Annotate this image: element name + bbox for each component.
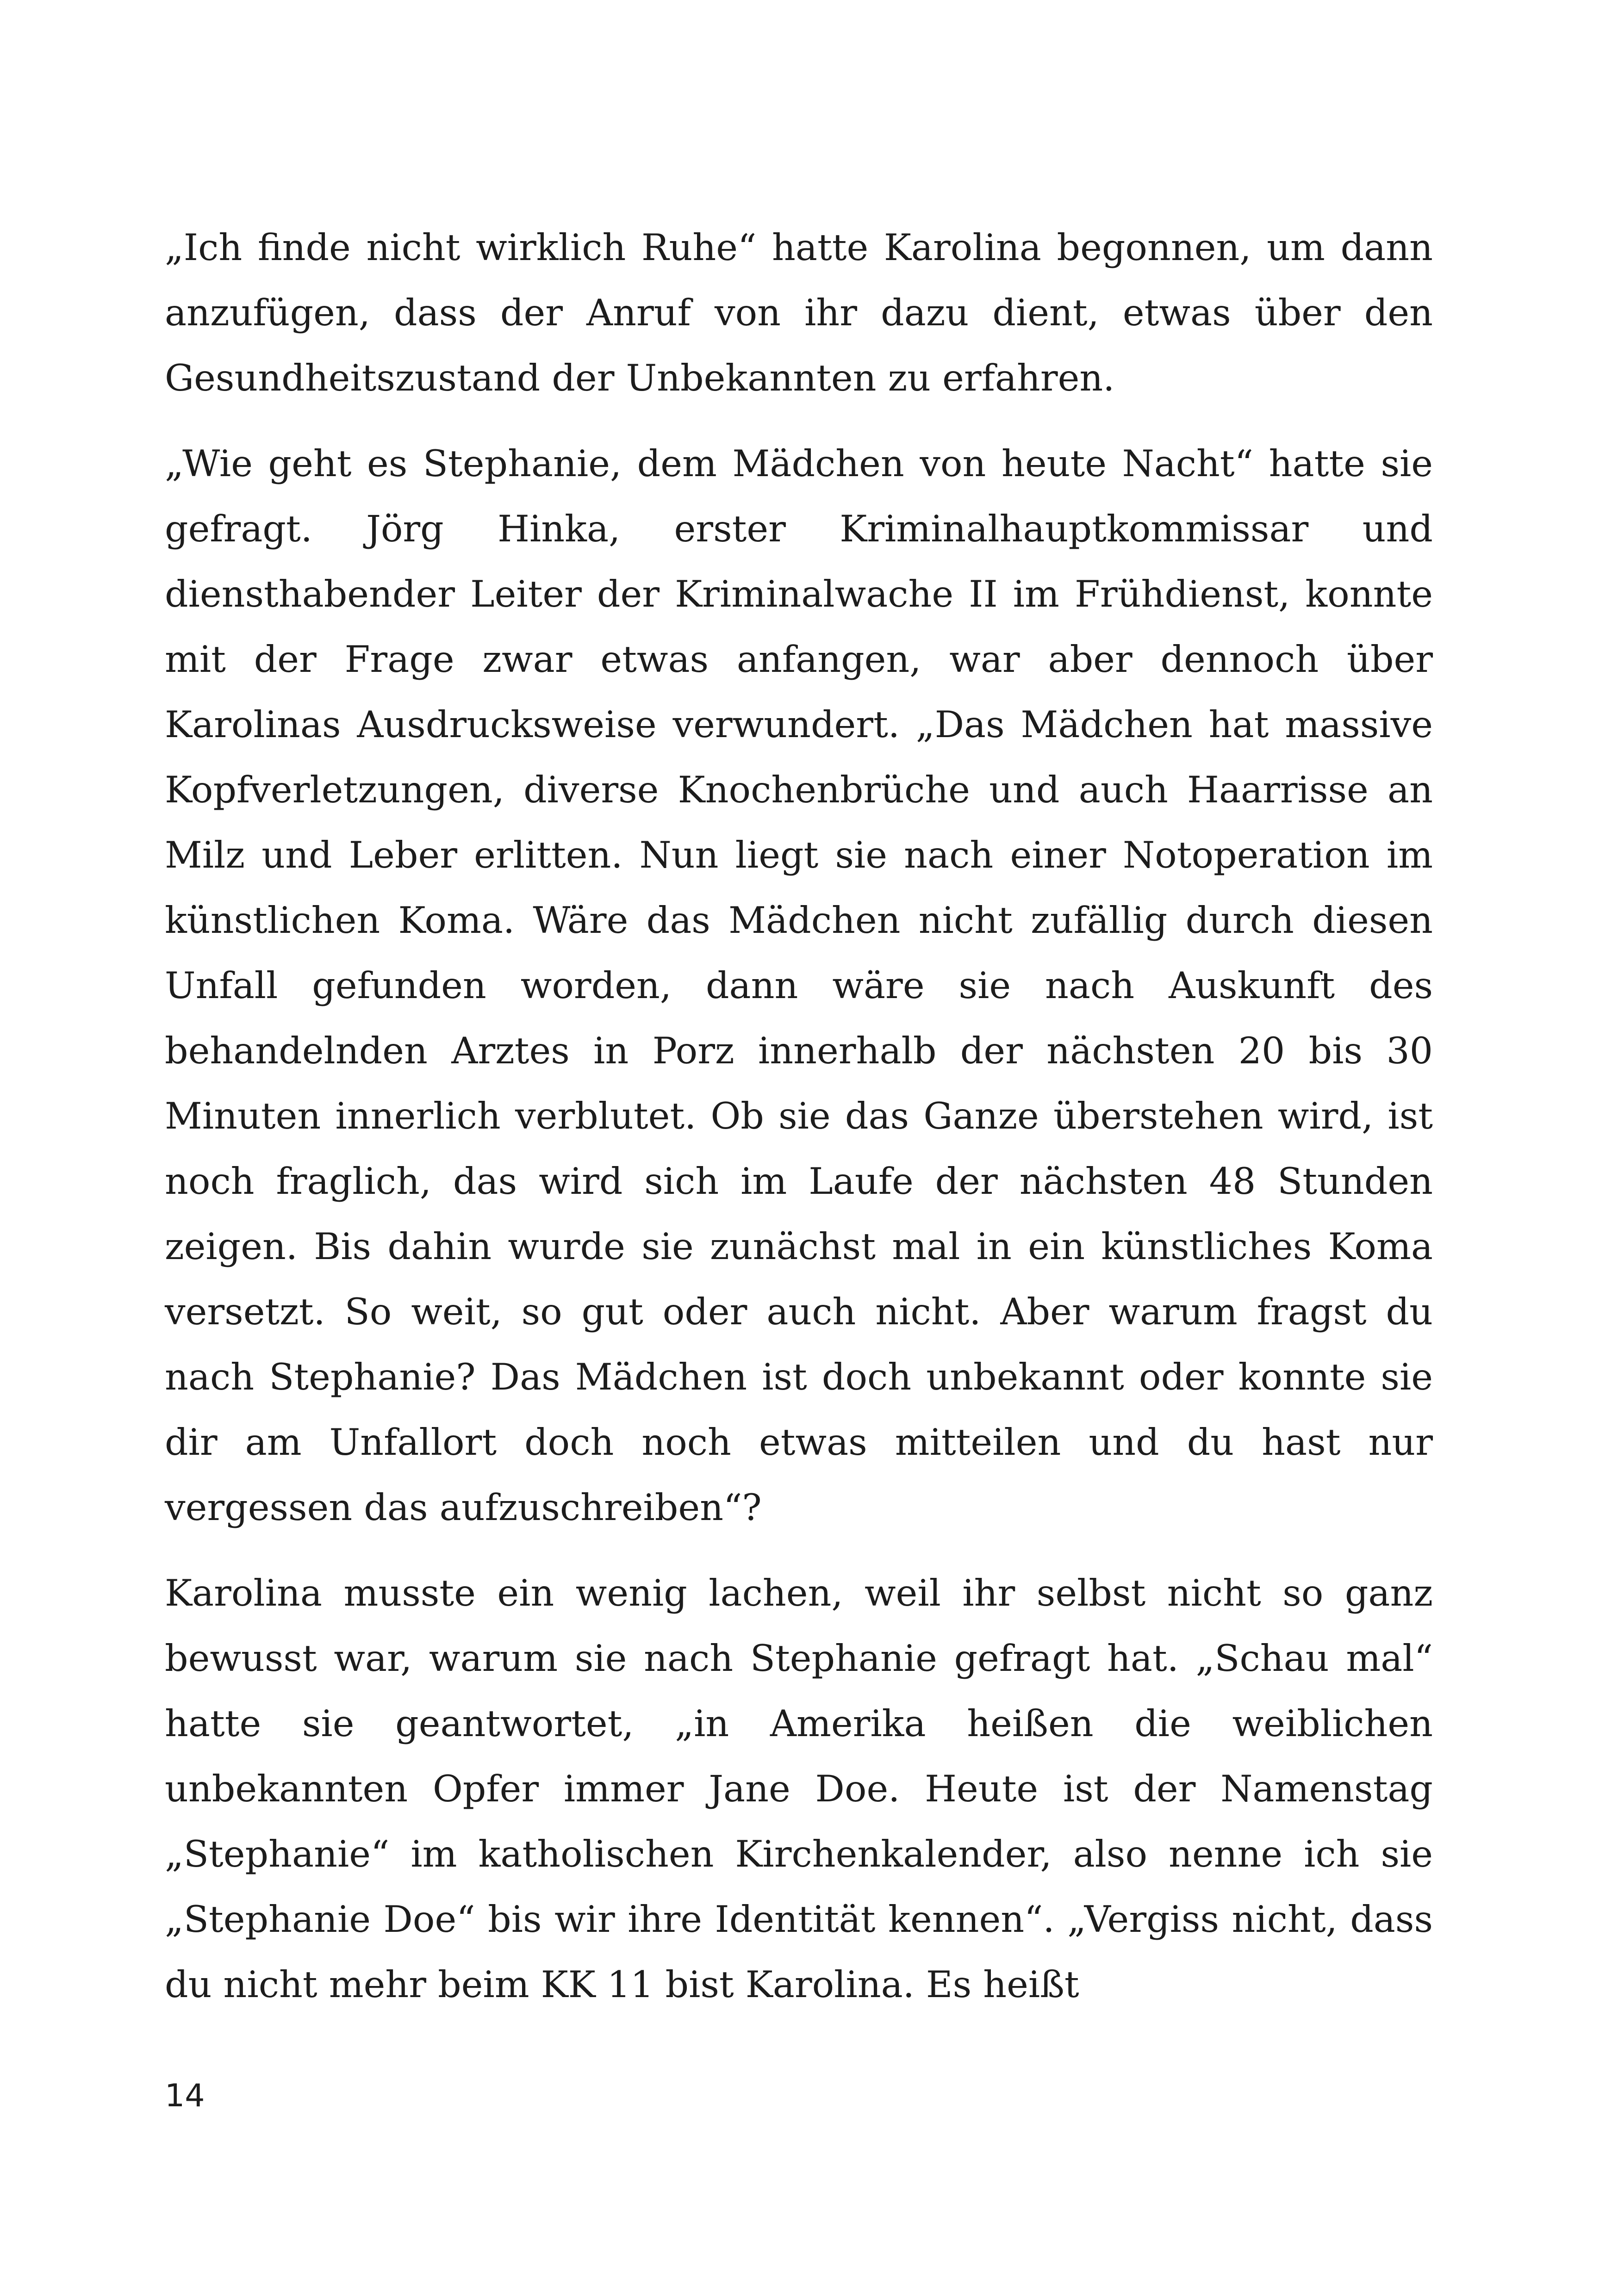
body-text [165, 215, 1433, 2017]
paragraph-1: „Ich finde nicht wirklich Ruhe“ hatte Karolina begonnen, um dann anzufügen, dass der Anruf von ihr dazu dient, etwas über den Gesundheitszustand der Unbekannten zu erfahren. [165, 226, 1433, 399]
paragraph-3: Karolina musste ein wenig lachen, weil ihr selbst nicht so ganz bewusst war, warum sie nach Stephanie gefragt hat. „Schau mal“ hatte sie geantwortet, „in Amerika heißen die weiblichen unbekannten Opfer immer Jane Doe. Heute ist der Namenstag „Stephanie“ im katholischen Kirchenkalender, also nenne ich sie „Stephanie Doe“ bis wir ihre Identität kennen“. „Vergiss nicht, dass du nicht mehr beim KK 11 bist Karolina. Es heißt [165, 1572, 1433, 2006]
paragraph-2: „Wie geht es Stephanie, dem Mädchen von heute Nacht“ hatte sie gefragt. Jörg Hinka, erster Kriminalhauptkommissar und diensthabender Leiter der Kriminalwache II im Frühdienst, konnte mit der Frage zwar etwas anfangen, war aber dennoch über Karolinas Ausdrucksweise verwundert. „Das Mädchen hat massive Kopfverletzungen, diverse Knochenbrüche und auch Haarrisse an Milz und Leber erlitten. Nun liegt sie nach einer Notoperation im künstlichen Koma. Wäre das Mädchen nicht zufällig durch diesen Unfall gefunden worden, dann wäre sie nach Auskunft des behandelnden Arztes in Porz innerhalb der nächsten 20 bis 30 Minuten innerlich verblutet. Ob sie das Ganze überstehen wird, ist noch fraglich, das wird sich im Laufe der nächsten 48 Stunden zeigen. Bis dahin wurde sie zunächst mal in ein künstliches Koma versetzt. So weit, so gut oder auch nicht. Aber warum fragst du nach Stephanie? Das Mädchen ist doch unbekannt oder konnte sie dir am Unfallort doch noch etwas mitteilen und du hast nur vergessen das aufzuschreiben“? [165, 442, 1433, 1529]
page-number: 14 [165, 2078, 205, 2114]
